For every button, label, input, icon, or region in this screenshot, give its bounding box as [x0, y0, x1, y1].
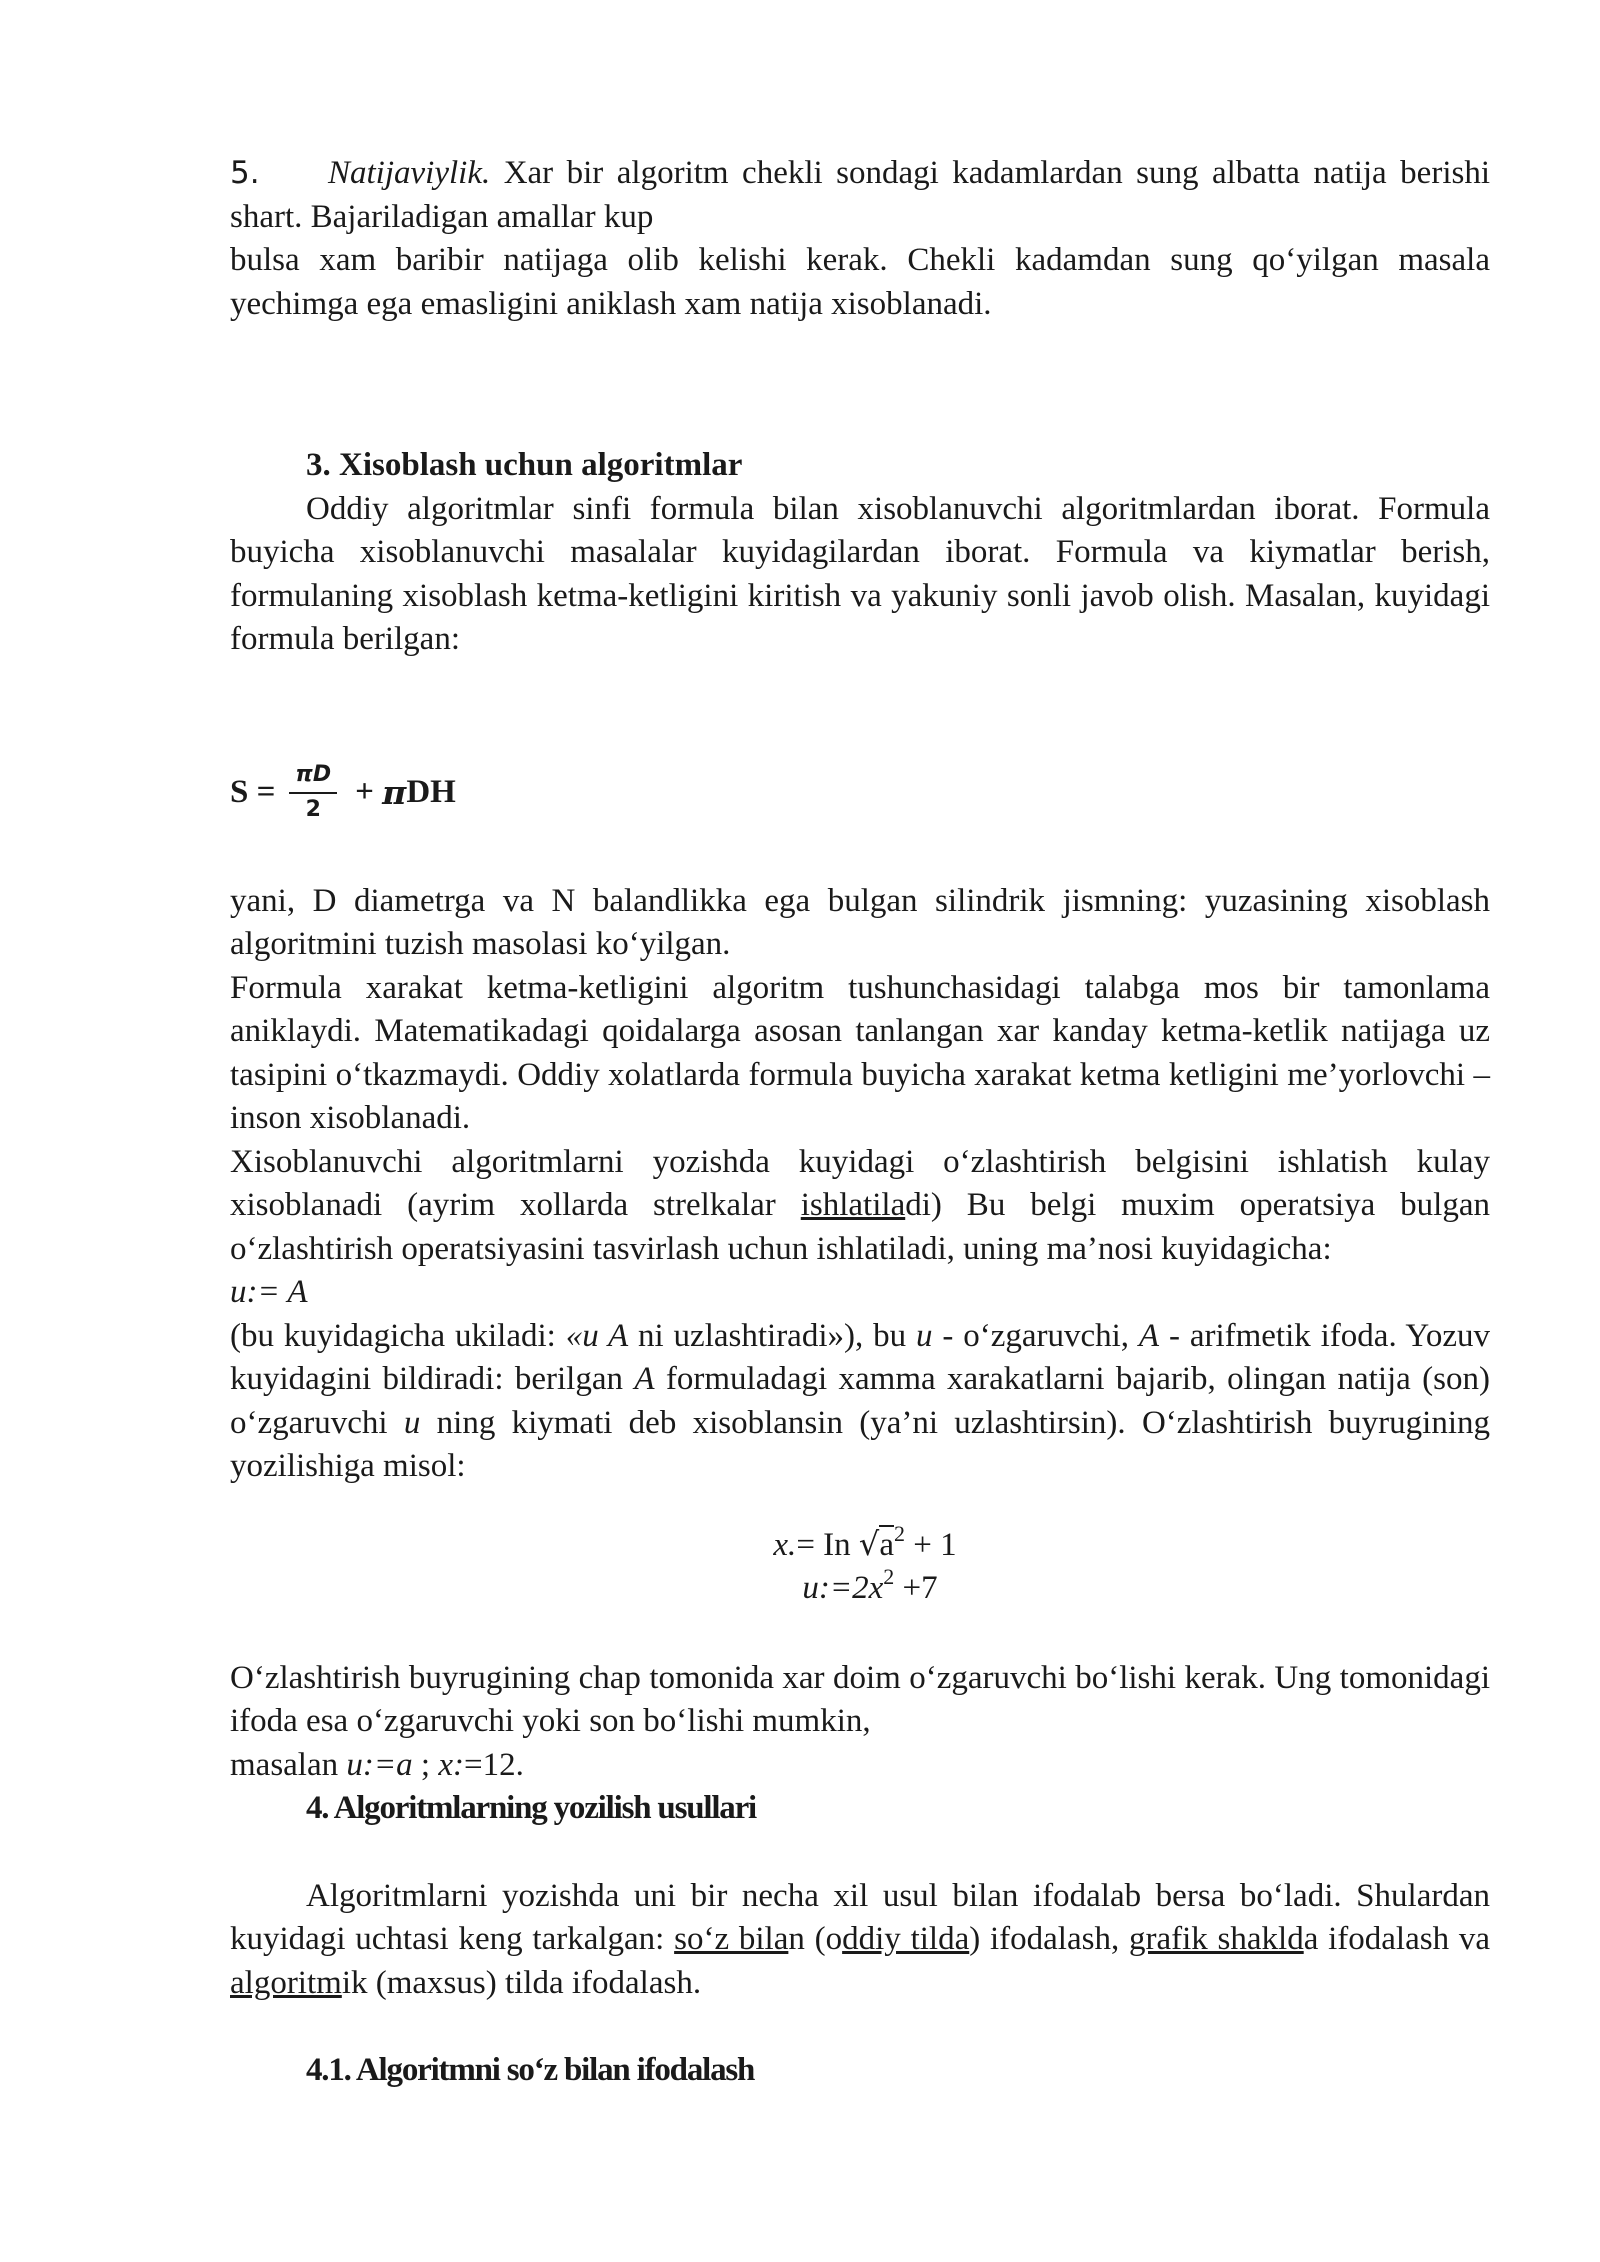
paragraph-masalan: masalan u:=a ; x:=12. [230, 1746, 524, 1783]
formula-dh: DH [406, 773, 456, 810]
paragraph-silindr: yani, D diametrga va N balandlikka ega bulgan silindrik jismning: yuzasining xisoblash algoritmini tuzish masolasi ko‘yilgan. [230, 882, 1490, 962]
spacer [230, 1611, 1490, 1657]
math-example-1: x.= In $√a^2 + 1$ [773, 1520, 957, 1563]
paragraph-formula-xarakat: Formula xarakat ketma-ketligini algoritm tushunchasidagi talabga mos bir tamonlama aniklaydi. Matematikadagi qoidalarga asosan tanlangan xar kanday ketma-ketlik natijaga uz tasipini o‘tkazmaydi. Oddiy xolatlarda formula buyicha xarakat ketma ketligini me’yorlovchi – inson xisoblanadi. [230, 969, 1490, 1136]
section-heading-4-1: 4.1. Algoritmni so‘z bilan ifodalash [306, 2052, 755, 2088]
paragraph-continuation: bulsa xam baribir natijaga olib kelishi kerak. Chekli kadamdan sung qo‘yilgan masala yechimga ega emasligini aniklash xam natija xisoblanadi. [230, 242, 1490, 322]
paragraph-yozish-usullari: Algoritmlarni yozishda uni bir necha xil usul bilan ifodalab bersa bo‘ladi. Shulardan kuyidagi uchtasi keng tarkalgan: so‘z bilan (oddiy tilda) ifodalash, grafik shaklda ifodalash va algoritmik (maxsus) tilda ifodalash. [230, 1877, 1490, 2001]
spacer [230, 2005, 1490, 2049]
formula-fraction [289, 762, 337, 823]
underlined-text: ddiy tilda [842, 1921, 970, 1957]
underlined-text: so‘z bila [674, 1921, 789, 1957]
paragraph-intro: Oddiy algoritmlar sinfi formula bilan xisoblanuvchi algoritmlardan iborat. Formula buyicha xisoblanuvchi masalalar kuyidagilardan iborat. Formula va kiymatlar berish, formulaning xisoblash ketma-ketligini kiritish va yakuniy sonli javob olish. Masalan, kuyidagi formula berilgan: [230, 490, 1490, 657]
paragraph-ukiladi: (bu kuyidagicha ukiladi: «u A ni uzlashtiradi»), bu u - o‘zgaruvchi, A - arifmetik ifoda. Yozuv kuyidagini bildiradi: berilgan A formuladagi xamma xarakatlarni bajarib, olingan natija (son) o‘zgaruvchi u ning kiymati deb xisoblansin (ya’ni uzlashtirsin). O‘zlashtirish buyrugining yozilishiga misol: [230, 1317, 1491, 1484]
math-example-2: $u:=2x^2 +7$ [802, 1564, 938, 1606]
spacer [230, 836, 1490, 880]
fraction-numerator: πD [289, 762, 337, 794]
assignment-example: u:= A [230, 1274, 308, 1310]
spacer [230, 326, 1490, 444]
paragraph-natijaviylik [230, 152, 1490, 239]
section-heading-4: 4. Algoritmlarning yozilish usullari [306, 1790, 757, 1826]
formula-plus: + [355, 773, 374, 810]
document-page [230, 152, 1490, 2093]
fraction-denominator: 2 [305, 797, 321, 822]
spacer [230, 1831, 1490, 1875]
list-number: 5. [230, 155, 260, 191]
formula-area [230, 750, 1490, 836]
formula-pi: π [382, 772, 407, 812]
paragraph-text: Xar bir algoritm chekli sondagi kadamlardan sung albatta natija berishi shart. Bajariladigan amallar kup [230, 155, 1490, 235]
formula-lhs: S = [230, 773, 276, 810]
term-natijaviylik: Natijaviylik. [328, 155, 491, 191]
spacer [230, 662, 1490, 750]
underlined-text: grafik shakld [1128, 1921, 1304, 1957]
paragraph-chap-tomonida: O‘zlashtirish buyrugining chap tomonida xar doim o‘zgaruvchi bo‘lishi kerak. Ung tomonidagi ifoda esa o‘zgaruvchi yoki son bo‘lishi mumkin, [230, 1659, 1490, 1739]
underlined-text: algoritm [230, 1964, 342, 2001]
spacer [230, 1489, 1490, 1523]
underlined-text: ishlatila [800, 1187, 906, 1223]
paragraph-xisoblanuvchi: Xisoblanuvchi algoritmlarni yozishda kuyidagi o‘zlashtirish belgisini ishlatish kulay xisoblanadi (ayrim xollarda strelkalar ishlatiladi) Bu belgi muxim operatsiya bulgan o‘zlashtirish operatsiyasini tasvirlash uchun ishlatiladi, uning ma’nosi kuyidagicha: [230, 1143, 1490, 1267]
section-heading-3: 3. Xisoblash uchun algoritmlar [306, 447, 743, 483]
